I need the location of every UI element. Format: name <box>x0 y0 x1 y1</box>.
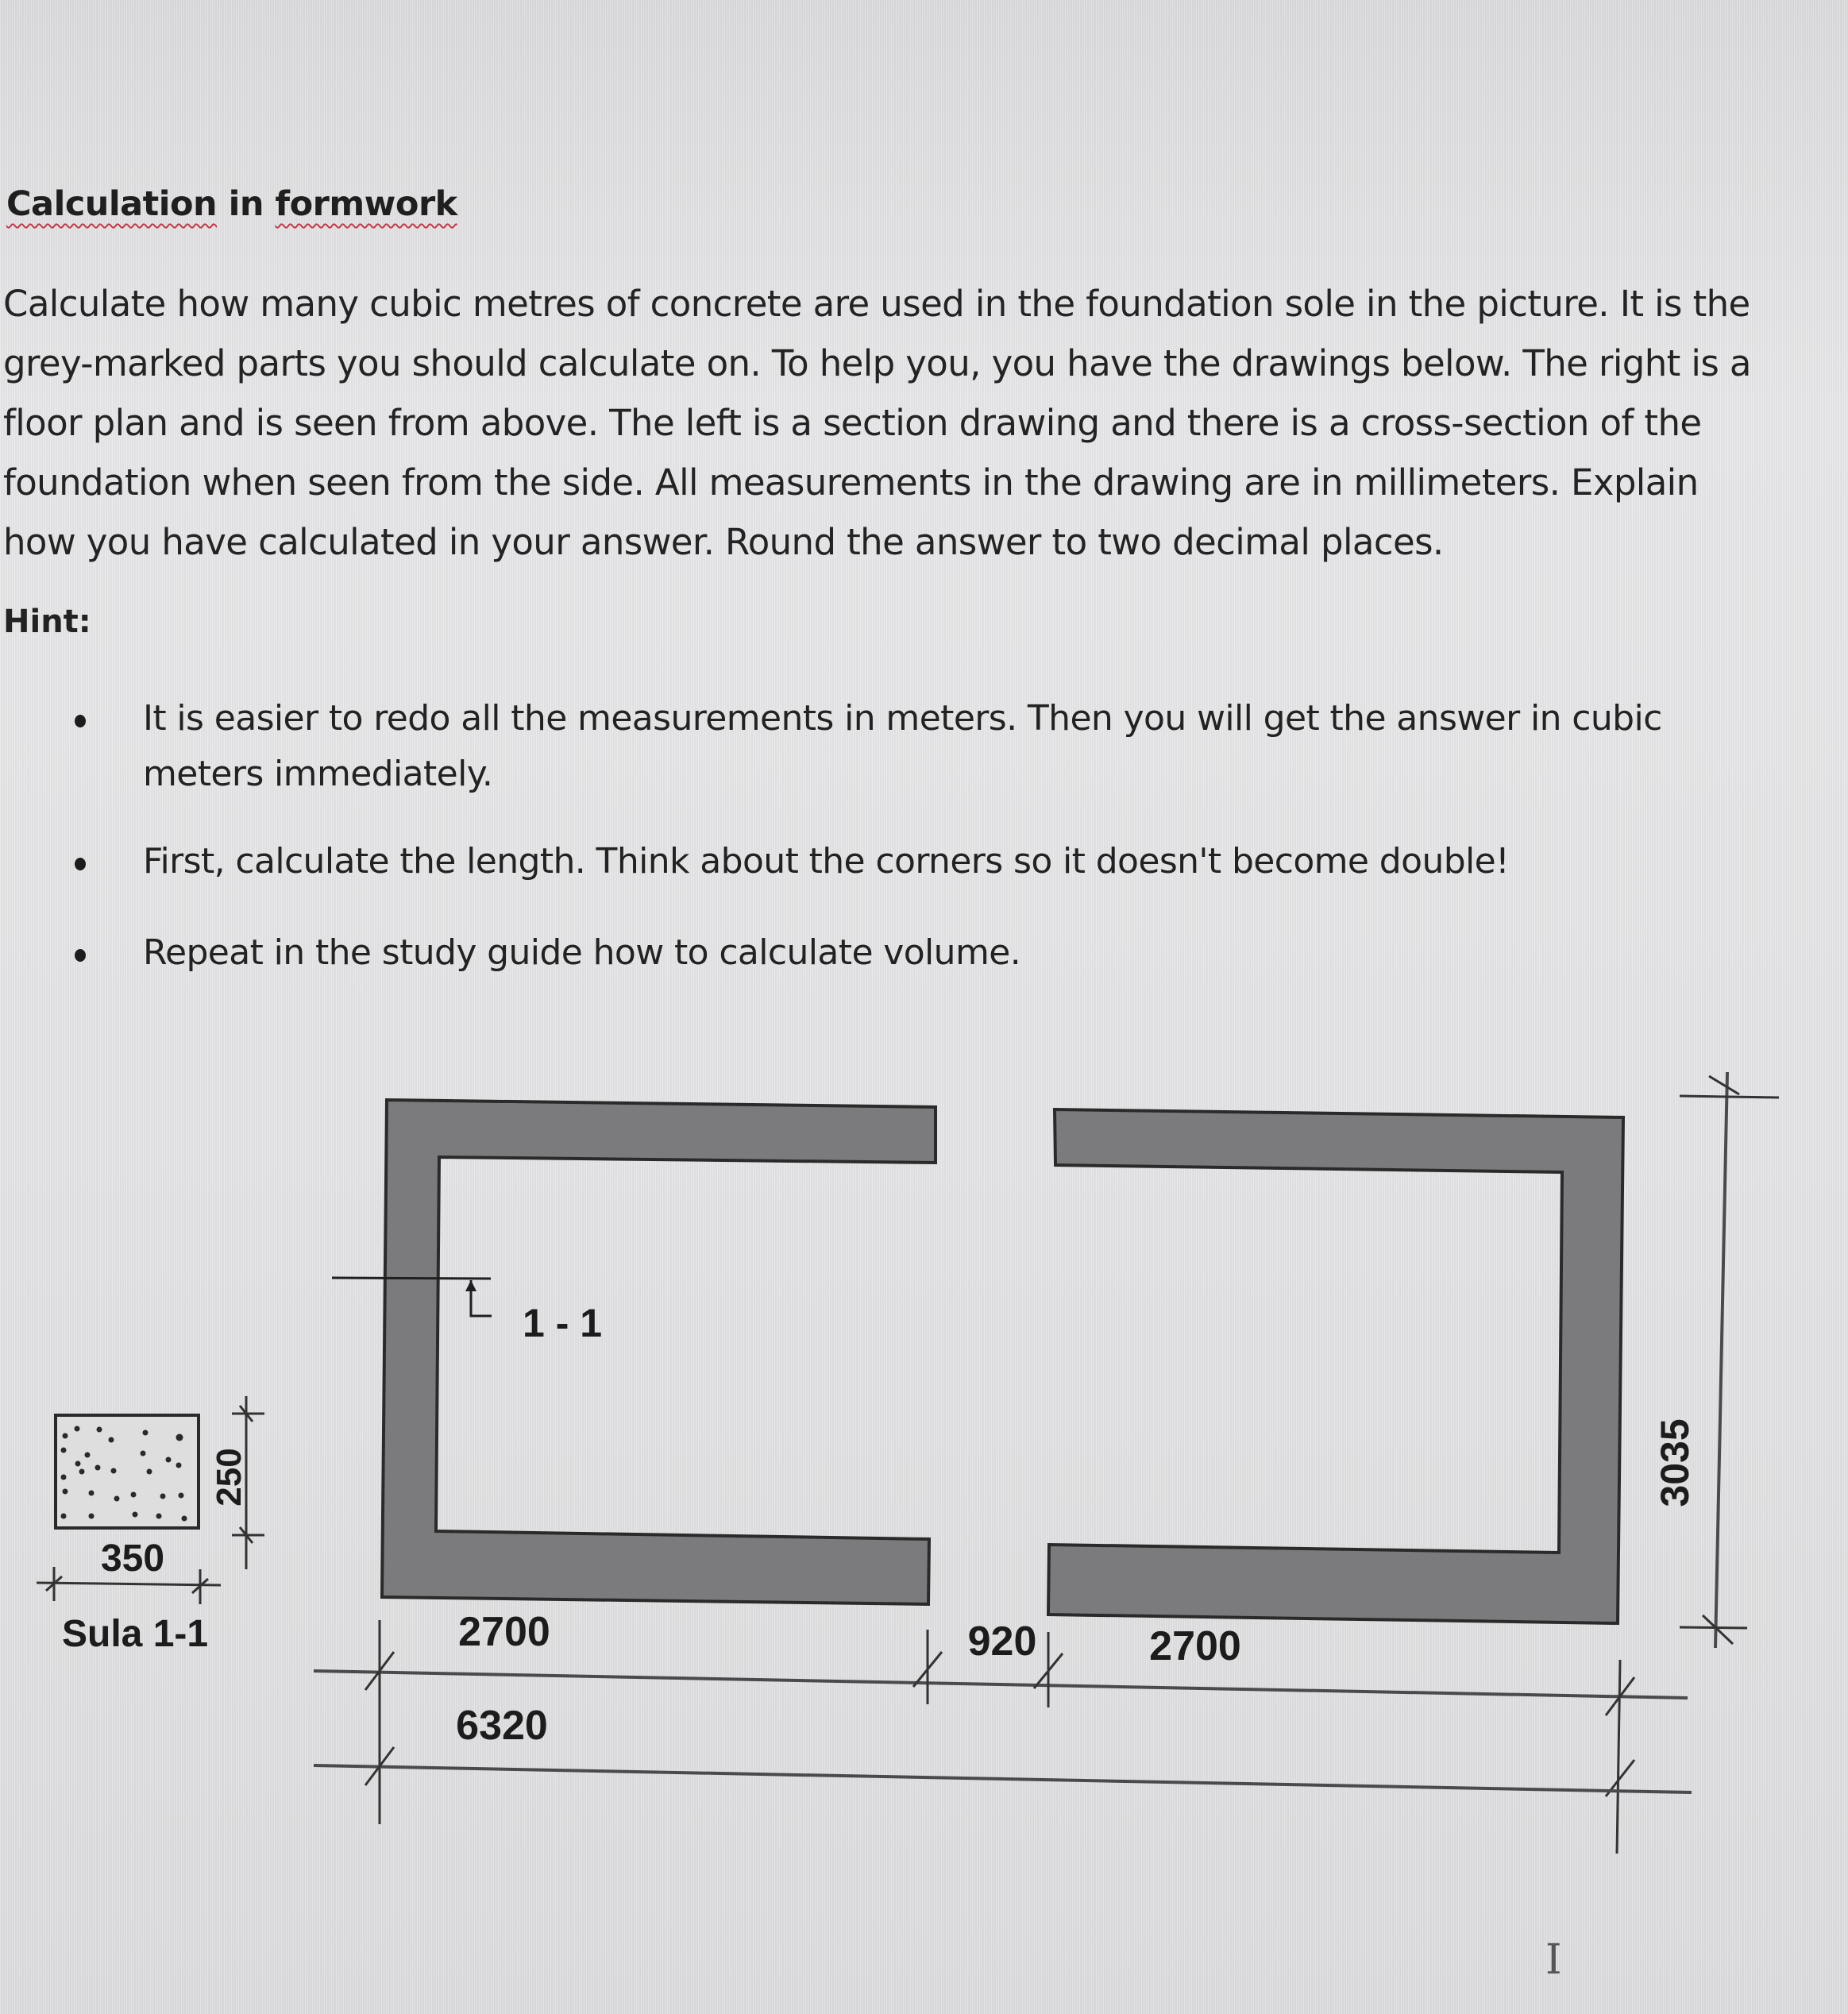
arrow-head-icon <box>465 1280 476 1291</box>
paragraph-line: Calculate how many cubic metres of concrete are used in the foundation sole in the picture. It is the <box>3 283 1750 325</box>
floor-plan <box>314 1072 1779 1854</box>
section-cut-arrow <box>471 1280 492 1316</box>
title-word-misspelled: Calculation <box>6 184 218 224</box>
section-drawing <box>37 1396 264 1655</box>
dim-total-length: 6320 <box>456 1703 548 1749</box>
foundation-right-section <box>1048 1109 1623 1623</box>
section-rectangle <box>56 1415 199 1528</box>
dimension-line-total <box>314 1765 1692 1792</box>
hint-text: It is easier to redo all the measurements in meters. Then you will get the answer in cubic <box>143 698 1662 739</box>
dimension-line-width <box>1715 1072 1727 1648</box>
section-title: Sula 1-1 <box>62 1613 209 1655</box>
dim-right-length: 2700 <box>1149 1623 1241 1669</box>
dimension-line-segments <box>314 1671 1688 1698</box>
section-height-label: 250 <box>210 1448 249 1507</box>
paragraph-line: foundation when seen from the side. All measurements in the drawing are in millimeters. Explain <box>3 461 1699 503</box>
dim-gap: 920 <box>967 1619 1037 1665</box>
foundation-left-section <box>382 1100 936 1604</box>
title-word: in <box>217 184 276 224</box>
text-cursor-icon: I <box>1545 1936 1562 1984</box>
hint-text: Repeat in the study guide how to calculate volume. <box>143 932 1021 973</box>
hint-heading: Hint: <box>3 604 91 640</box>
section-cut-line <box>332 1278 491 1279</box>
hint-text: First, calculate the length. Think about the corners so it doesn't become double! <box>143 841 1510 882</box>
dim-total-width: 3035 <box>1653 1418 1697 1507</box>
dim-left-length: 2700 <box>458 1609 550 1655</box>
paragraph-line: floor plan and is seen from above. The left is a section drawing and there is a cross-section of the <box>3 402 1702 444</box>
title-word-misspelled: formwork <box>275 184 457 224</box>
section-marker-label: 1 - 1 <box>523 1301 603 1345</box>
paragraph-line: how you have calculated in your answer. Round the answer to two decimal places. <box>3 521 1444 563</box>
hint-text: meters immediately. <box>143 754 493 794</box>
section-width-label: 350 <box>100 1538 165 1580</box>
paragraph-line: grey-marked parts you should calculate on. To help you, you have the drawings below. The right is a <box>3 342 1751 384</box>
